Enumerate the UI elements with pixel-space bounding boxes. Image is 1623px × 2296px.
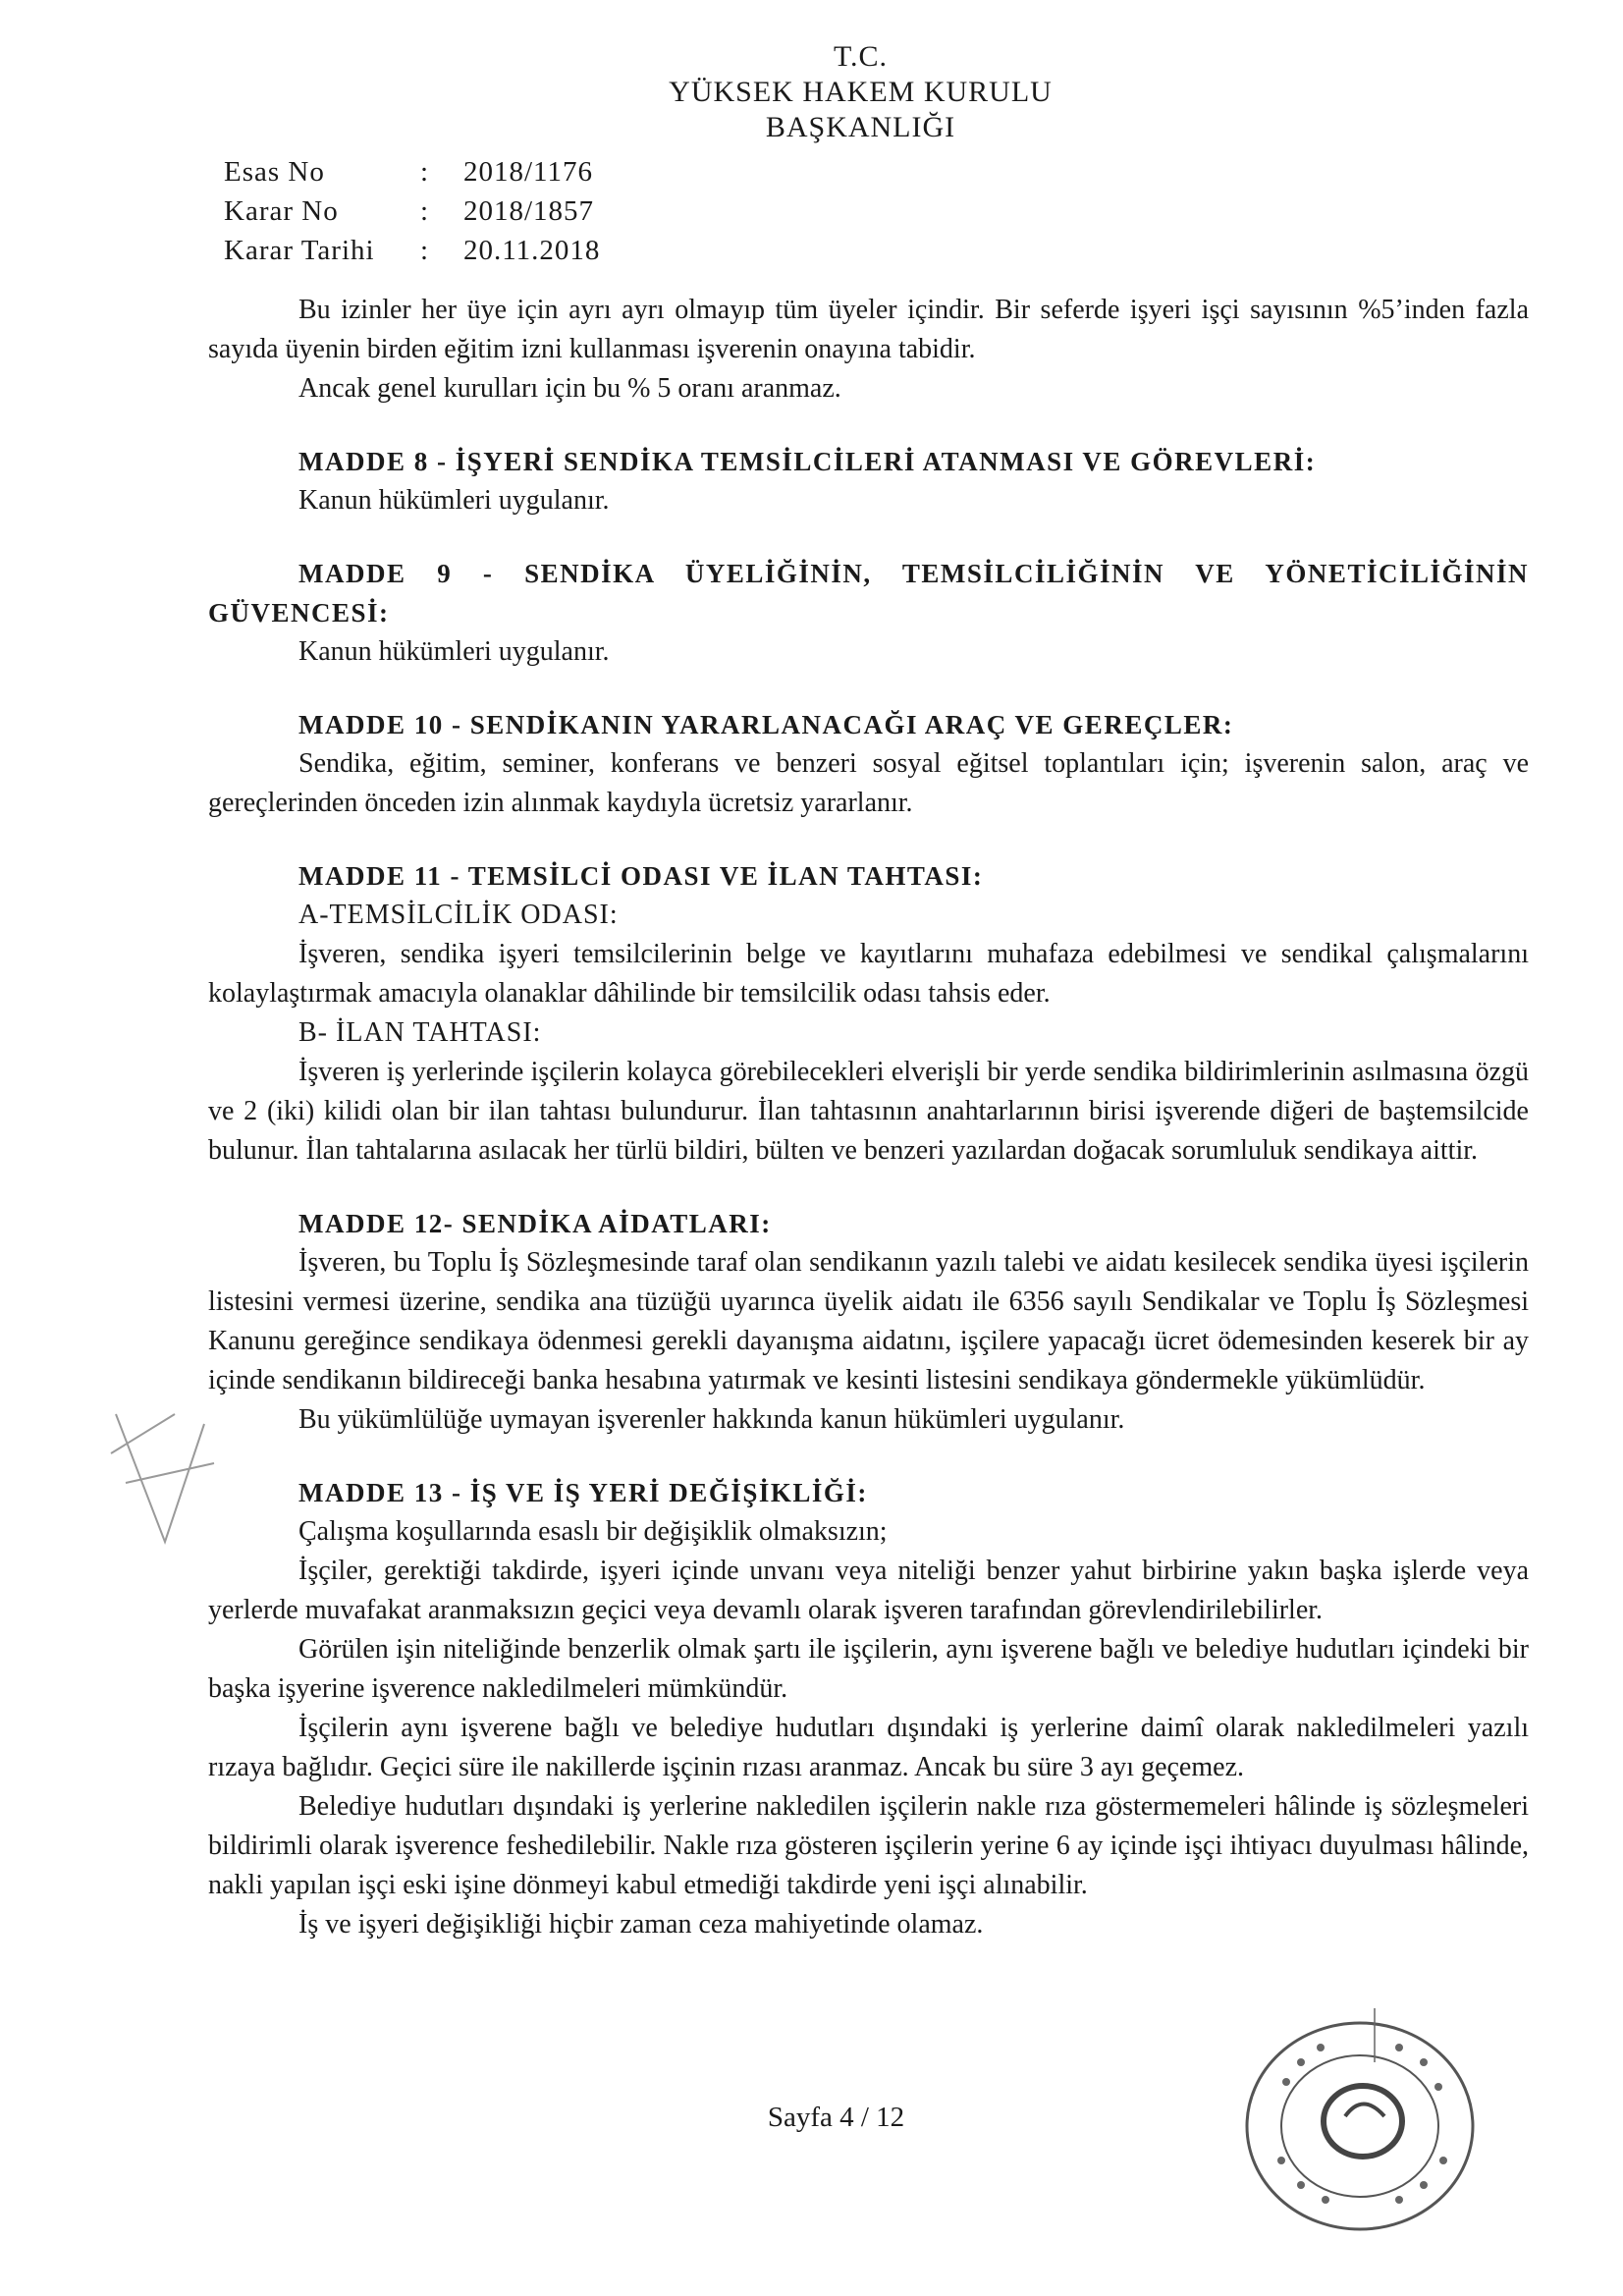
meta-colon: : (420, 156, 429, 188)
meta-row-tarih (224, 231, 600, 270)
meta-value: 2018/1176 (463, 156, 593, 188)
meta-value: 2018/1857 (463, 195, 595, 227)
header-tc: T.C. (833, 40, 889, 73)
article-13-text: Belediye hudutları dışındaki iş yerlerine nakledilen işçilerin nakle rıza göstermemeleri hâlinde iş sözleşmeleri bildirimli olarak işverence feshedilebilir. Nakle rıza gösteren işçilerin yerine 6 ay içinde işçi ihtiyacı duyulması hâlinde, nakli yapılan işçi eski işine dönmeyi kabul etmediği takdirde yeni işçi alınabilir. (208, 1791, 1529, 1900)
paragraph: Ancak genel kurulları için bu % 5 oranı aranmaz. (298, 373, 841, 404)
article-12-text: Bu yükümlülüğe uymayan işverenler hakkında kanun hükümleri uygulanır. (298, 1404, 1125, 1435)
article-8-text: Kanun hükümleri uygulanır. (298, 485, 610, 516)
article-11-subheading-b: B- İLAN TAHTASI: (298, 1017, 542, 1048)
page-number: Sayfa 4 / 12 (767, 2102, 905, 2133)
article-13-text: İş ve işyeri değişikliği hiçbir zaman ceza mahiyetinde olamaz. (298, 1909, 984, 1940)
article-11-subheading-a: A-TEMSİLCİLİK ODASI: (298, 900, 619, 930)
article-11-title: MADDE 11 - TEMSİLCİ ODASI VE İLAN TAHTASI: (298, 861, 984, 891)
article-8-title: MADDE 8 - İŞYERİ SENDİKA TEMSİLCİLERİ ATANMASI VE GÖREVLERİ: (298, 447, 1317, 476)
article-11-text-a: İşveren, sendika işyeri temsilcilerinin belge ve kayıtlarını muhafaza edebilmesi ve sendikal çalışmalarını kolaylaştırmak amacıyla olanaklar dâhilinde bir temsilcilik odası tahsis eder. (208, 939, 1529, 1009)
header-presidency: BAŞKANLIĞI (765, 111, 956, 143)
meta-colon: : (420, 195, 429, 227)
article-13-text: İşçilerin aynı işverene bağlı ve belediye hudutları dışındaki iş yerlerine daimî olarak nakledilmeleri yazılı rızaya bağlıdır. Geçici süre ile nakillerde işçinin rızası aranmaz. Ancak bu süre 3 ayı geçemez. (208, 1713, 1529, 1782)
official-seal-stamp-icon (1227, 2003, 1492, 2249)
article-11-text-b: İşveren iş yerlerinde işçilerin kolayca görebilecekleri elverişli bir yerde sendika bildirimlerinin asılmasına özgü ve 2 (iki) kilidi olan bir ilan tahtası bulundurur. İlan tahtasının anahtarlarının birisi işverende diğeri de baştemsilcide bulunur. İlan tahtalarına asılacak her türlü bildiri, bülten ve benzeri yazılardan doğacak sorumluluk sendikaya aittir. (208, 1057, 1529, 1166)
meta-row-esas (224, 152, 600, 191)
meta-colon: : (420, 235, 429, 266)
article-13-text: Çalışma koşullarında esaslı bir değişiklik olmaksızın; (298, 1516, 888, 1547)
header-institution: YÜKSEK HAKEM KURULU (669, 76, 1053, 108)
case-meta (224, 152, 600, 270)
document-body (208, 291, 1529, 1944)
article-12-title: MADDE 12- SENDİKA AİDATLARI: (298, 1209, 772, 1238)
article-13-text: Görülen işin niteliğinde benzerlik olmak şartı ile işçilerin, aynı işverene bağlı ve belediye hudutları içindeki bir başka işyerine işverence nakledilmeleri mümkündür. (208, 1634, 1529, 1704)
meta-label: Karar Tarihi (224, 235, 375, 266)
meta-row-karar (224, 191, 600, 231)
article-13-text: İşçiler, gerektiği takdirde, işyeri içinde unvanı veya niteliği benzer yahut birbirine yakın başka işlerde veya yerlerde muvafakat aranmaksızın geçici veya devamlı olarak işveren tarafından görevlendirilebilirler. (208, 1556, 1529, 1625)
article-10-title: MADDE 10 - SENDİKANIN YARARLANACAĞI ARAÇ VE GEREÇLER: (298, 710, 1234, 739)
article-12-text: İşveren, bu Toplu İş Sözleşmesinde taraf olan sendikanın yazılı talebi ve aidatı kesilecek sendika üyesi işçilerin listesini vermesi üzerine, sendika ana tüzüğü uyarınca üyelik aidatı ile 6356 sayılı Sendikalar ve Toplu İş Sözleşmesi Kanunu gereğince sendikaya ödenmesi gerekli dayanışma aidatını, işçilere yapacağı ücret ödemesinden keserek bir ay içinde sendikanın bildireceği banka hesabına yatırmak ve kesinti listesini sendikaya göndermekle yükümlüdür. (208, 1247, 1529, 1395)
article-9-text: Kanun hükümleri uygulanır. (298, 636, 610, 667)
paragraph: Bu izinler her üye için ayrı ayrı olmayıp tüm üyeler içindir. Bir seferde işyeri işçi sayısının %5’inden fazla sayıda üyenin birden eğitim izni kullanması işverenin onayına tabidir. (208, 295, 1529, 364)
meta-label: Karar No (224, 195, 339, 227)
meta-label: Esas No (224, 156, 325, 188)
meta-value: 20.11.2018 (463, 235, 601, 266)
article-10-text: Sendika, eğitim, seminer, konferans ve benzeri sosyal eğitsel toplantıları için; işverenin salon, araç ve gereçlerinden önceden izin alınmak kaydıyla ücretsiz yararlanır. (208, 748, 1529, 818)
article-9-title: MADDE 9 - SENDİKA ÜYELİĞİNİN, TEMSİLCİLİĞİNİN VE YÖNETİCİLİĞİNİN GÜVENCESİ: (208, 559, 1529, 628)
handwritten-initial-mark-icon (96, 1394, 224, 1552)
article-13-title: MADDE 13 - İŞ VE İŞ YERİ DEĞİŞİKLİĞİ: (298, 1478, 868, 1507)
